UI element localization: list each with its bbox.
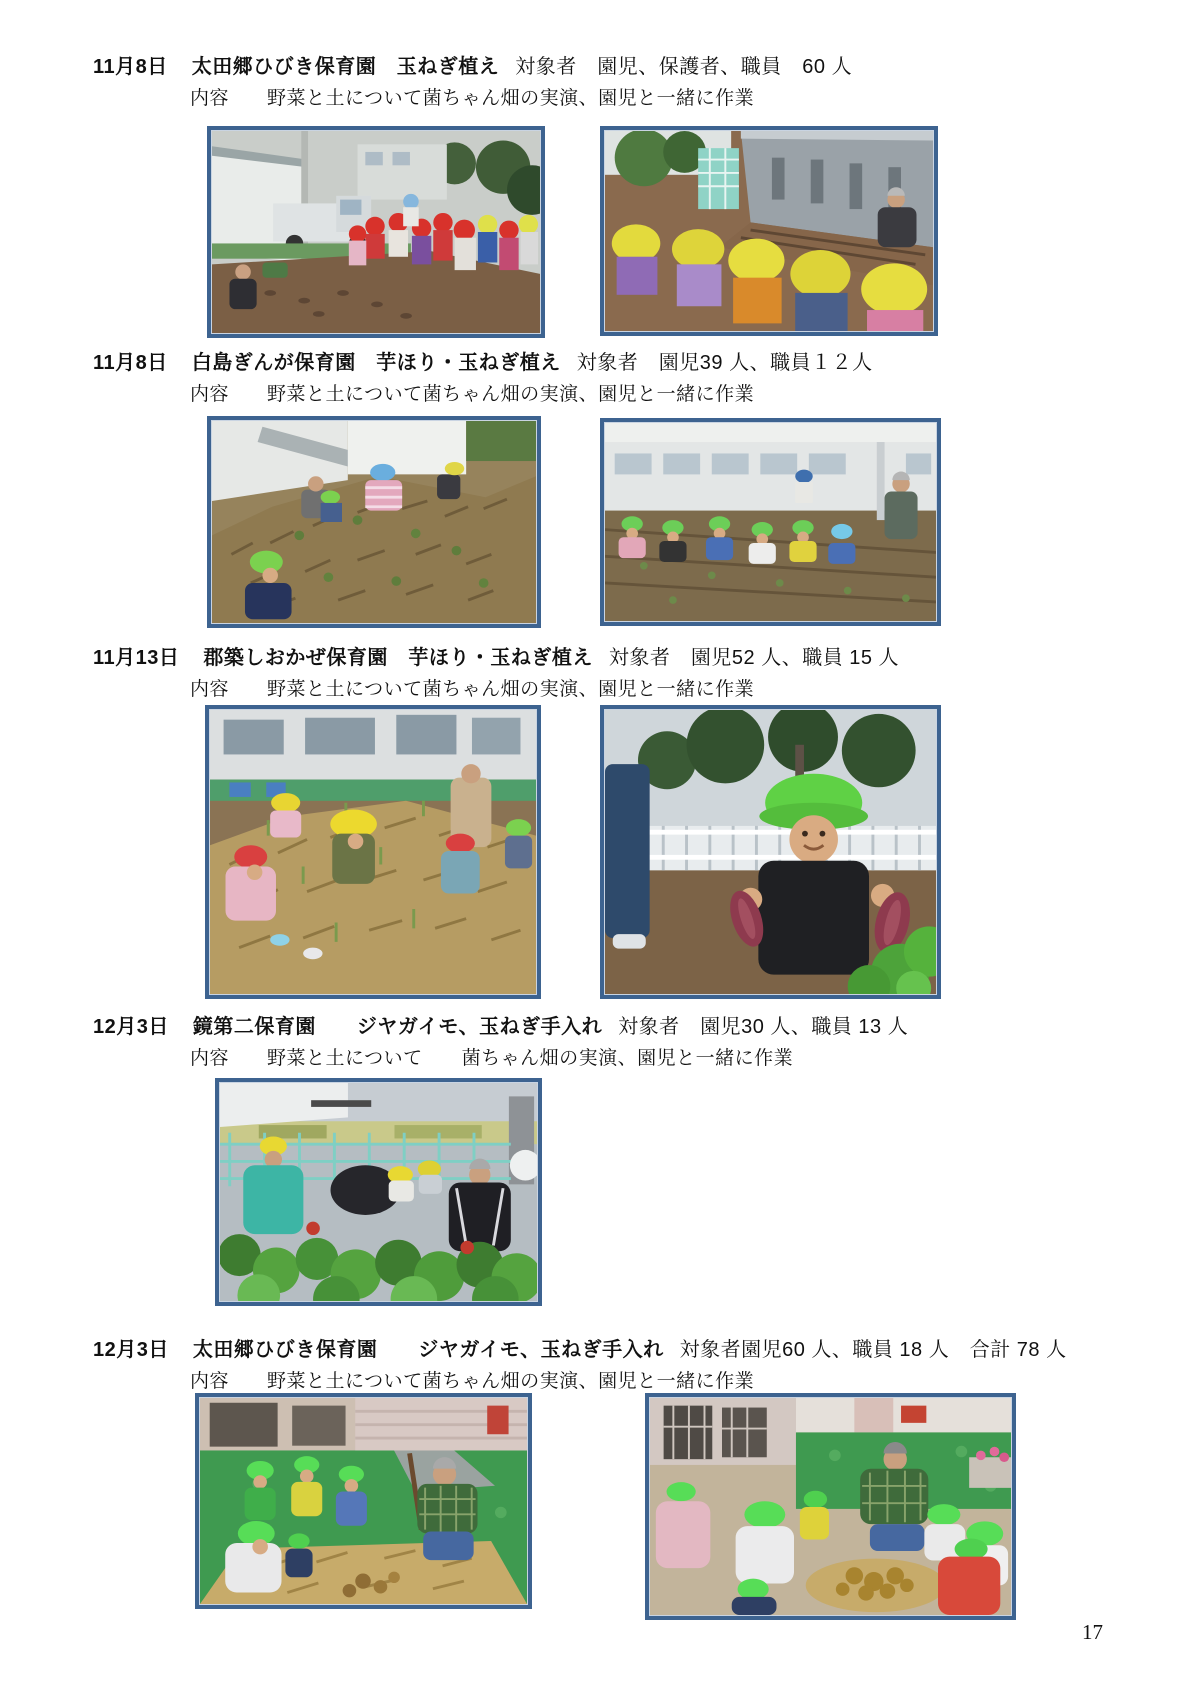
photo-turf-potato-digging	[195, 1393, 532, 1609]
entry-content-line	[190, 674, 754, 701]
photo-illustration	[200, 1398, 527, 1604]
entry-title: 太田郷ひびき保育園 玉ねぎ植え	[191, 56, 500, 78]
entry-title: 白島ぎんが保育園 芋ほり・玉ねぎ植え	[191, 352, 561, 374]
page-number: 17	[1082, 1620, 1103, 1644]
activity-entry-3	[0, 641, 1200, 1011]
entry-audience: 対象者 園児39 人、職員１２人	[576, 352, 873, 374]
content-text: 野菜と土について 菌ちゃん畑の実演、園児と一緒に作業	[267, 1048, 794, 1069]
content-label: 内容	[190, 1371, 230, 1392]
entry-content-line	[190, 379, 754, 406]
entry-content-line	[190, 83, 754, 110]
photo-straw-mound-children	[205, 705, 541, 999]
photo-boy-with-sweet-potatoes	[600, 705, 941, 999]
photo-onion-planting-red-caps	[207, 126, 545, 338]
content-label: 内容	[190, 88, 230, 109]
entry-heading	[93, 346, 873, 375]
entry-audience: 対象者 園児30 人、職員 13 人	[618, 1016, 909, 1038]
content-label: 内容	[190, 384, 230, 405]
content-label: 内容	[190, 1048, 230, 1069]
photo-children-squatting-field	[600, 418, 941, 626]
activity-entry-1	[0, 50, 1200, 346]
activity-entry-2	[0, 346, 1200, 641]
content-text: 野菜と土について菌ちゃん畑の実演、園児と一緒に作業	[267, 88, 755, 109]
entry-date: 12月3日	[93, 1016, 169, 1038]
entry-heading	[93, 1333, 1067, 1362]
photo-illustration	[605, 710, 936, 994]
entry-audience: 対象者 園児52 人、職員 15 人	[608, 647, 900, 669]
photo-illustration	[210, 710, 536, 994]
entry-content-line	[190, 1366, 754, 1393]
activity-entry-4	[0, 1010, 1200, 1310]
entry-heading	[93, 1010, 908, 1039]
photo-imo-digging-mound	[207, 416, 541, 628]
entry-audience: 対象者 園児、保護者、職員 60 人	[515, 56, 853, 78]
photo-potato-pile-group	[645, 1393, 1016, 1620]
photo-illustration	[220, 1083, 537, 1301]
entry-audience: 対象者園児60 人、職員 18 人 合計 78 人	[679, 1339, 1067, 1361]
entry-date: 11月13日	[93, 647, 180, 669]
content-text: 野菜と土について菌ちゃん畑の実演、園児と一緒に作業	[267, 1371, 755, 1392]
content-text: 野菜と土について菌ちゃん畑の実演、園児と一緒に作業	[267, 679, 755, 700]
photo-illustration	[650, 1398, 1011, 1615]
photo-illustration	[212, 421, 536, 623]
photo-yellow-caps-garden-talk	[600, 126, 938, 336]
entry-heading	[93, 50, 852, 79]
photo-illustration	[605, 131, 933, 331]
activity-entry-5	[0, 1333, 1200, 1633]
photo-illustration	[212, 131, 540, 333]
content-text: 野菜と土について菌ちゃん畑の実演、園児と一緒に作業	[267, 384, 755, 405]
content-label: 内容	[190, 679, 230, 700]
entry-title: 郡築しおかぜ保育園 芋ほり・玉ねぎ植え	[203, 647, 593, 669]
entry-date: 11月8日	[93, 352, 168, 374]
entry-date: 11月8日	[93, 56, 168, 78]
photo-illustration	[605, 423, 936, 621]
entry-content-line	[190, 1043, 793, 1070]
entry-title: 鏡第二保育園 ジヤガイモ、玉ねぎ手入れ	[192, 1016, 603, 1038]
entry-heading	[93, 641, 899, 670]
entry-date: 12月3日	[93, 1339, 169, 1361]
entry-title: 太田郷ひびき保育園 ジヤガイモ、玉ねぎ手入れ	[192, 1339, 664, 1361]
photo-potato-field-weeding	[215, 1078, 542, 1306]
